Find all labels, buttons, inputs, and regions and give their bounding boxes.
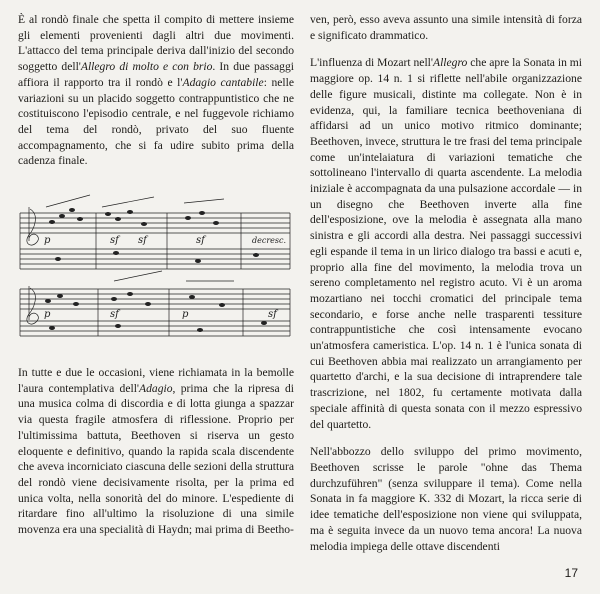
right-column (310, 12, 582, 554)
dynamic-marking: sf (138, 235, 147, 247)
dynamic-marking: sf (196, 235, 205, 247)
page-number: 17 (564, 566, 578, 580)
music-score-example (18, 185, 294, 341)
left-paragraph-1: È al rondò finale che spetta il compito di mettere insieme gli elementi provenienti dagli altri due movimenti. L'attacco del tema principale deriva dall'inizio del secondo soggetto dell'Allegro di molto e con brio. In due passaggi affiora il rapporto tra il rondò e l'Adagio cantabile: nelle variazioni su un placido soggetto contrappuntistico che ne costituiscono l'episodio centrale, e nel fuggevole richiamo del tema del rondò, privato del suo fluente accompagnamento, che si fa udire subito prima della cadenza finale. (18, 13, 294, 168)
dynamic-marking: p (44, 235, 51, 247)
right-paragraph-3: Nell'abbozzo dello sviluppo del primo movimento, Beethoven scrisse le parole "ohne das Thema durchzuführen" (senza sviluppare il tema). Come nella Sonata in fa maggiore K. 332 di Mozart, la ricca serie di idee tematiche dell'esposizione non viene qui sviluppata, ma è seguita invece da un nuovo tema ancora! La nuova melodia impiega delle ottave discendenti (310, 445, 582, 553)
right-paragraph-2: L'influenza di Mozart nell'Allegro che apre la Sonata in mi maggiore op. 14 n. 1 si riflette nell'abile organizzazione delle figure musicali, distinte ma collegate. Non è in evidenza, qui, la familiare tecnica beethoveniana di affidarsi ad un unico motivo ritmico dominante; Beethoven, invece, struttura le tre frasi del tema principale come un'intelaiatura di variazioni tematiche che sottolineano l'intervallo di quarta ascendente. La melodia iniziale è accompagnata da una pulsazione accordale — in un disegno che Beethoven inverte alla fine dell'esposizione, ove la melodia è assegnata alla mano sinistra e gli accordi alla destra. Nei passaggi successivi egli espande il tema in un lirico dialogo tra bassi e acuti e, proprio alla fine del movimento, la melodia trova un sereno completamento nel registro acuto. Vi è un aroma mozartiano nei tocchi cromatici del principale tema secondario, e forse anche nelle trasparenti tessiture contrappuntistiche che così intensamente evocano un'atmosfera cameristica. L'op. 14 n. 1 è l'unica sonata di cui Beethoven abbia mai realizzato un arrangiamento per quartetto d'archi, e la sua decisione di intraprendere tale trascrizione, nel 1802, fu certamente motivata dalla speciale affinità di questa sonata con il mezzo espressivo del quartetto. (310, 56, 583, 431)
dynamic-marking: p (44, 309, 51, 321)
left-column (18, 12, 294, 538)
left-paragraph-2: In tutte e due le occasioni, viene richiamata in la bemolle l'aura contemplativa dell'Adagio, prima che la ripresa di una musica colma di discordia e di lotta giunga a spazzar via questa fragile atmosfera di riflessione. Proprio per l'ultimissima battuta, Beethoven si riserva un gesto eloquente e definitivo, quando la rapida scala discendente che aveva incorniciato ciascuna delle sezioni della struttura del rondò viene decisivamente risolta, per la prima ed unica volta, nella sonorità del do minore. L'espediente di ritardare fino all'ultimo la risoluzione di una simile movenza era una specialità di Haydn; mai prima di Beetho- (18, 366, 294, 537)
dynamic-marking: sf (268, 309, 277, 321)
decrescendo-marking: decresc. (252, 236, 287, 246)
dynamic-marking: p (182, 309, 189, 321)
dynamic-marking: sf (110, 235, 119, 247)
right-paragraph-1: ven, però, esso aveva assunto una simile intensità di forza e significato drammatico. (310, 13, 582, 42)
dynamic-marking: sf (110, 309, 119, 321)
